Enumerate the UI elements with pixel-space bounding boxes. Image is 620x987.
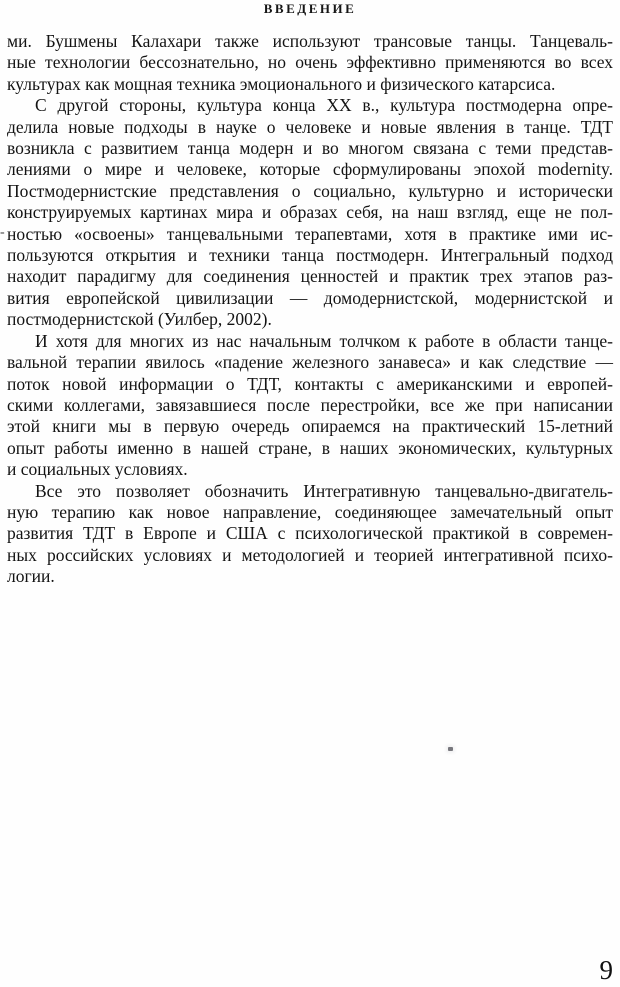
text-line: этой книги мы в первую очередь опираемся на практический 15-летний	[7, 416, 613, 437]
text-line: культурах как мощная техника эмоционального и физического катарсиса.	[7, 73, 556, 94]
text-line: С другой стороны, культура конца XX в., культура постмодерна опре-	[35, 95, 613, 116]
text-line: ные технологии бессознательно, но очень эффективно применяются во всех	[7, 52, 613, 73]
text-line: ми. Бушмены Калахари также используют трансовые танцы. Танцеваль-	[7, 31, 613, 51]
text-line: конструируемых картинах мира и образах себя, на наш взгляд, еще не пол-	[7, 202, 613, 223]
text-line: ную терапию как новое направление, соединяющее замечательный опыт	[7, 501, 613, 522]
text-line: поток новой информации о ТДТ, контакты с американскими и европей-	[7, 373, 613, 394]
scan-speck-artifact	[448, 747, 453, 751]
running-head: ВВЕДЕНИЕ	[263, 1, 357, 16]
text-line: развития ТДТ в Европе и США с психологической практикой в современ-	[7, 523, 613, 544]
text-line: делила новые подходы в науке о человеке и новые явления в танце. ТДТ	[7, 116, 613, 137]
text-line: ных российских условиях и методологией и теорией интегративной психо-	[7, 544, 613, 565]
text-line: Постмодернистские представления о социально, культурно и исторически	[7, 180, 613, 201]
text-line: скими коллегами, завязавшиеся после перестройки, все же при написании	[7, 394, 613, 415]
text-block	[7, 31, 613, 588]
text-line: И хотя для многих из нас начальным толчком к работе в области танце-	[35, 330, 613, 351]
text-line: находит парадигму для соединения ценностей и практик трех этапов раз-	[7, 266, 613, 287]
text-line: постмодернистской (Уилбер, 2002).	[7, 309, 272, 330]
text-line: пользуются открытия и техники танца постмодерн. Интегральный подход	[7, 245, 613, 266]
text-line: ностью «освоены» танцевальными терапевтами, хотя в практике ими ис-	[7, 223, 613, 244]
text-line: опыт работы именно в нашей стране, в наших экономических, культурных	[7, 437, 613, 458]
text-line: логии.	[7, 566, 55, 587]
text-line: лениями о мире и человеке, которые сформулированы эпохой modernity.	[7, 159, 613, 180]
text-line: и социальных условиях.	[7, 459, 188, 480]
text-line: вальной терапии явилось «падение железного занавеса» и как следствие —	[7, 352, 613, 373]
text-line: возникла с развитием танца модерн и во многом связана с теми представ-	[7, 138, 613, 159]
page-number: 9	[599, 955, 613, 985]
text-line: Все это позволяет обозначить Интегративную танцевально-двигатель-	[35, 480, 613, 501]
text-line: вития европейской цивилизации — домодернистской, модернистской и	[7, 287, 613, 308]
margin-hyphen-artifact: -	[0, 225, 5, 240]
